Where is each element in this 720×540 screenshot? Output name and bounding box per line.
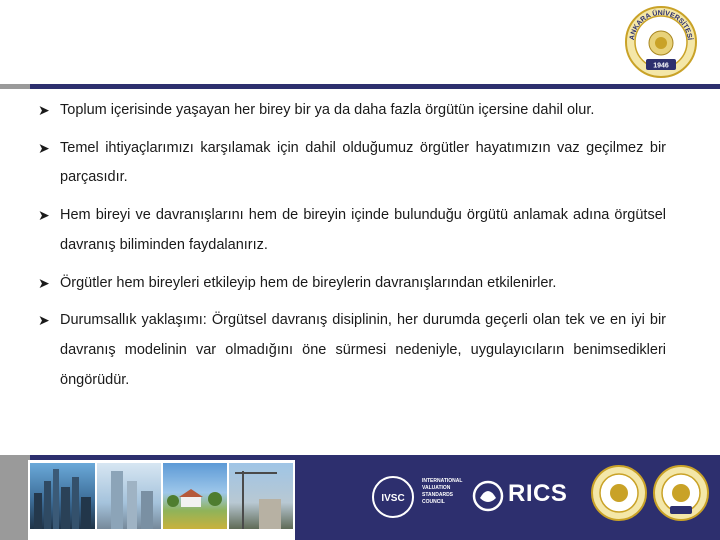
header-rule-navy (30, 84, 720, 89)
bullet-item (38, 269, 666, 299)
countryside-photo (163, 463, 227, 529)
logo-year: 1946 (653, 62, 669, 70)
bullet-item (38, 134, 666, 193)
logo-university-name: ANKARA ÜNİVERSİTESİ (629, 9, 693, 41)
city-skyline-photo (30, 463, 95, 529)
construction-photo (229, 463, 293, 529)
bullet-text: Temel ihtiyaçlarımızı karşılamak için dahil olduğumuz örgütler hayatımızın vaz geçilmez bir parçasıdır. (60, 139, 666, 186)
rics-lion-icon (470, 476, 506, 516)
arrow-bullet-icon: ➤ (38, 102, 50, 118)
bullet-item (38, 201, 666, 260)
bullet-list (38, 96, 666, 395)
arrow-bullet-icon: ➤ (38, 312, 50, 329)
arrow-bullet-icon: ➤ (38, 139, 50, 156)
ivsc-label: IVSC (381, 493, 405, 504)
bullet-item (38, 96, 666, 126)
bullet-text: Örgütler hem bireyleri etkileyip hem de bireylerin davranışlarından etkilenirler. (60, 274, 557, 291)
arrow-bullet-icon: ➤ (38, 274, 50, 291)
rics-label: RICS (508, 480, 568, 507)
ankara-university-seal-icon (652, 464, 710, 522)
header-rule-gray (0, 84, 30, 89)
university-seal-icon (590, 464, 648, 522)
ivsc-logo (368, 474, 418, 520)
bullet-item (38, 306, 666, 395)
footer-side-block (0, 460, 28, 540)
arrow-bullet-icon: ➤ (38, 207, 50, 224)
bullet-text: Hem bireyi ve davranışlarını hem de bireyin içinde bulunduğu örgütü anlamak adına örgütsel davranış biliminden faydalanırız. (60, 207, 666, 253)
bullet-text: Durumsallık yaklaşımı: Örgütsel davranış disiplinin, her durumda geçerli olan tek ve en iyi bir davranış modelinin var olmadığını öne sürmesi nedeniyle, uygulayıcıların benimsedikleri öngörüdür. (60, 312, 666, 388)
ankara-university-logo (624, 4, 698, 80)
towers-photo (97, 463, 161, 529)
bullet-text: Toplum içerisinde yaşayan her birey bir ya da daha fazla örgütün içersine dahil olur. (60, 102, 595, 118)
ivsc-full-name: INTERNATIONAL VALUATION STANDARDS COUNCIL (422, 478, 463, 505)
